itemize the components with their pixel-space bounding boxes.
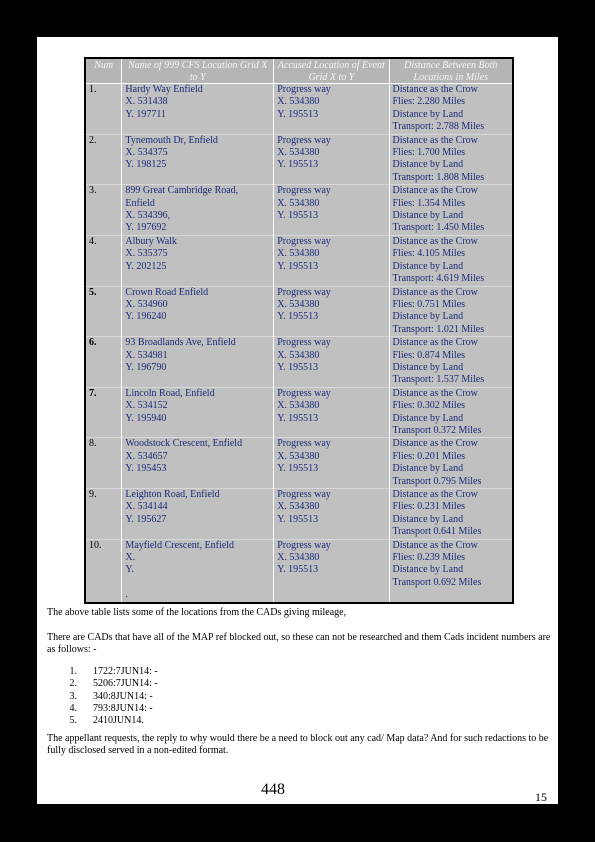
distance-cell-line: Distance by Land — [392, 412, 464, 424]
cfs-location-cell-line: Hardy Way Enfield — [125, 84, 203, 95]
distance-cell-line: Distance as the Crow — [392, 489, 478, 500]
cad-locations-table — [84, 57, 514, 604]
document-page — [37, 37, 558, 804]
table-row — [85, 489, 513, 540]
redacted-cad-list — [47, 666, 158, 727]
distance-cell-line: Flies: 0.302 Miles — [392, 400, 466, 412]
distance-cell-line: Distance by Land — [392, 361, 464, 373]
list-item — [47, 691, 158, 703]
cad-incident-number: 1722:7JUN14: - — [93, 666, 158, 677]
distance-cell-line: Transport: 4.619 Miles — [392, 273, 485, 285]
cfs-location-cell-line: X. 534375 — [125, 147, 168, 159]
cfs-location-cell-line: X. — [125, 552, 136, 564]
cfs-location-cell-line: 899 Great Cambridge Road, — [125, 185, 239, 197]
accused-location-cell-line: X. 534380 — [277, 96, 320, 108]
accused-location-cell-line: Progress way — [277, 84, 331, 95]
accused-location-cell — [274, 489, 389, 540]
distance-cell-line: Transport 0.795 Miles — [392, 475, 482, 487]
cfs-location-cell-line: Crown Road Enfield — [125, 286, 209, 298]
distance-cell-line: Flies: 1.354 Miles — [392, 197, 466, 209]
cfs-location-cell-line: X. 534152 — [125, 400, 168, 412]
table-row — [85, 185, 513, 236]
accused-location-cell-line: Y. 195513 — [277, 564, 319, 576]
cfs-location-cell-line: Tynemouth Dr, Enfield — [125, 134, 218, 146]
accused-location-cell-line: X. 534380 — [277, 298, 320, 310]
row-number: 1. — [85, 84, 122, 135]
header-cfs-location: Name of 999 CFS Location Grid X to Y — [122, 58, 274, 84]
accused-location-cell — [274, 84, 389, 135]
accused-location-cell-line: Y. 195513 — [277, 311, 319, 323]
accused-location-cell-line: Y. 195513 — [277, 159, 319, 171]
table-row — [85, 84, 513, 135]
row-number: 9. — [85, 489, 122, 540]
distance-cell-line: Distance by Land — [392, 260, 464, 272]
cfs-location-cell-line: X. 534981 — [125, 349, 168, 361]
accused-location-cell-line: Y. 195513 — [277, 210, 319, 222]
table-row — [85, 438, 513, 489]
accused-location-cell-line: Progress way — [277, 489, 331, 500]
list-item-number: 5. — [69, 715, 77, 727]
header-num: Num — [85, 58, 122, 84]
accused-location-cell-line: X. 534380 — [277, 450, 320, 462]
cfs-location-cell-line: Y. 196240 — [125, 311, 167, 323]
accused-location-cell-line: Progress way — [277, 337, 331, 349]
accused-location-cell-line: Y. 195513 — [277, 108, 319, 120]
distance-cell-line: Distance as the Crow — [392, 337, 478, 349]
row-number: 5. — [85, 286, 122, 337]
accused-location-cell-line: Progress way — [277, 235, 331, 247]
distance-cell-line: Distance by Land — [392, 159, 464, 171]
row-number: 6. — [85, 337, 122, 388]
accused-location-cell-line: Progress way — [277, 134, 331, 146]
row-number: 3. — [85, 185, 122, 236]
cfs-location-cell-line: Albury Walk — [125, 235, 177, 247]
table-row — [85, 387, 513, 438]
table-row — [85, 286, 513, 337]
accused-location-cell-line: Progress way — [277, 387, 331, 399]
list-item-number: 4. — [69, 702, 77, 714]
distance-cell-line: Flies: 0.201 Miles — [392, 450, 466, 462]
distance-cell-line: Distance by Land — [392, 108, 464, 120]
table-row — [85, 337, 513, 388]
distance-cell-line: Transport 0.372 Miles — [392, 424, 482, 436]
cfs-location-cell — [122, 489, 274, 540]
accused-location-cell — [274, 337, 389, 388]
cfs-location-cell — [122, 134, 274, 185]
cfs-location-cell-line: 93 Broadlands Ave, Enfield — [125, 337, 236, 349]
cfs-location-cell-line: Y. 195453 — [125, 463, 167, 475]
distance-cell-line: Flies: 2.280 Miles — [392, 96, 466, 108]
distance-cell-line: Distance by Land — [392, 210, 464, 222]
list-item-number: 3. — [69, 690, 77, 702]
cfs-location-cell-line: X. 531438 — [125, 96, 168, 108]
table-body — [85, 84, 513, 603]
distance-cell-line: Transport: 1.537 Miles — [392, 374, 485, 386]
distance-cell-line: Distance by Land — [392, 311, 464, 323]
accused-location-cell-line: Progress way — [277, 286, 331, 298]
distance-cell-line: Distance by Land — [392, 564, 464, 576]
paragraph-appellant-request: The appellant requests, the reply to why would there be a need to block out any cad/ Map data? And for such redactions to be fully disclosed served in a non-edited format. — [47, 733, 549, 757]
accused-location-cell-line: Y. 195513 — [277, 513, 319, 525]
row-number: 2. — [85, 134, 122, 185]
accused-location-cell — [274, 235, 389, 286]
cfs-location-cell-line: Y. — [125, 564, 134, 576]
distance-cell — [389, 489, 513, 540]
cfs-location-cell-line: X. 535375 — [125, 248, 168, 260]
distance-cell-line: Transport 0.692 Miles — [392, 576, 482, 588]
list-item — [47, 678, 158, 690]
accused-location-cell-line: X. 534380 — [277, 147, 320, 159]
accused-location-cell-line: Progress way — [277, 185, 331, 197]
cad-incident-number: 5206:7JUN14: - — [93, 678, 158, 690]
distance-cell-line: Flies: 0.751 Miles — [392, 298, 466, 310]
distance-cell-line: Distance as the Crow — [392, 539, 478, 551]
distance-cell-line: Distance by Land — [392, 463, 464, 475]
cfs-location-cell — [122, 84, 274, 135]
distance-cell — [389, 387, 513, 438]
accused-location-cell — [274, 539, 389, 603]
distance-cell-line: Flies: 4.105 Miles — [392, 248, 466, 260]
list-item — [47, 703, 158, 715]
distance-cell-line: Distance by Land — [392, 513, 464, 525]
row-number: 4. — [85, 235, 122, 286]
cfs-location-cell-line: Mayfield Crescent, Enfield — [125, 539, 234, 551]
cad-incident-number: 793:8JUN14: - — [93, 702, 153, 714]
distance-cell-line: Transport: 1.021 Miles — [392, 323, 485, 335]
list-item-number: 1. — [69, 666, 77, 677]
distance-cell-line: Distance as the Crow — [392, 84, 478, 95]
cfs-location-cell — [122, 438, 274, 489]
accused-location-cell — [274, 286, 389, 337]
cfs-location-cell — [122, 387, 274, 438]
row-number: 10. — [85, 539, 122, 603]
table-row — [85, 235, 513, 286]
cfs-location-cell — [122, 539, 274, 603]
cfs-location-cell-line: X. 534960 — [125, 298, 168, 310]
list-item-number: 2. — [69, 678, 77, 690]
distance-cell — [389, 185, 513, 236]
accused-location-cell — [274, 438, 389, 489]
row-number: 7. — [85, 387, 122, 438]
cfs-location-cell-line: Y. 196790 — [125, 361, 167, 373]
accused-location-cell-line: X. 534380 — [277, 349, 320, 361]
distance-cell — [389, 337, 513, 388]
distance-cell-line: Distance as the Crow — [392, 438, 478, 450]
cfs-location-cell-line: Leighton Road, Enfield — [125, 489, 220, 500]
cfs-location-cell-line: Y. 195627 — [125, 513, 167, 525]
distance-cell — [389, 438, 513, 489]
cfs-location-cell-line: Woodstock Crescent, Enfield — [125, 438, 243, 450]
cfs-location-cell-line — [125, 577, 271, 589]
header-distance: Distance Between Both Locations in Miles — [389, 58, 513, 84]
distance-cell-line: Flies: 0.239 Miles — [392, 552, 466, 564]
bates-number: 448 — [261, 781, 285, 798]
cfs-location-cell-line: X. 534657 — [125, 450, 168, 462]
accused-location-cell-line: Y. 195513 — [277, 463, 319, 475]
accused-location-cell — [274, 185, 389, 236]
distance-cell-line: Distance as the Crow — [392, 235, 478, 247]
cfs-location-cell-line: Lincoln Road, Enfield — [125, 387, 215, 399]
cfs-location-cell-line: Y. 197692 — [125, 222, 167, 234]
cfs-location-cell — [122, 235, 274, 286]
distance-cell-line: Transport: 1.808 Miles — [392, 171, 485, 183]
cfs-location-cell-line: X. 534396, — [125, 210, 171, 222]
page-number: 15 — [535, 790, 547, 804]
cfs-location-cell-line: X. 534144 — [125, 501, 168, 513]
list-item — [47, 715, 158, 727]
distance-cell — [389, 235, 513, 286]
accused-location-cell-line: Y. 195513 — [277, 260, 319, 272]
distance-cell — [389, 539, 513, 603]
accused-location-cell-line: Y. 195513 — [277, 412, 319, 424]
accused-location-cell-line: Progress way — [277, 438, 331, 450]
distance-cell — [389, 84, 513, 135]
distance-cell-line: Flies: 0.231 Miles — [392, 501, 466, 513]
accused-location-cell — [274, 387, 389, 438]
cfs-location-cell-line: Enfield — [125, 197, 155, 209]
distance-cell — [389, 134, 513, 185]
header-accused-location: Accused Location of Event Grid X to Y — [274, 58, 389, 84]
table-header-row — [85, 58, 513, 84]
accused-location-cell-line: Progress way — [277, 539, 331, 551]
distance-cell-line: Distance as the Crow — [392, 134, 478, 146]
distance-cell — [389, 286, 513, 337]
accused-location-cell-line: X. 534380 — [277, 552, 320, 564]
distance-cell-line: Distance as the Crow — [392, 185, 478, 197]
distance-cell-line: Distance as the Crow — [392, 286, 478, 298]
paragraph-table-summary: The above table lists some of the locations from the CADs giving mileage, — [47, 607, 347, 618]
accused-location-cell-line: X. 534380 — [277, 248, 320, 260]
paragraph-redacted-cads: There are CADs that have all of the MAP ref blocked out, so these can not be researched and them Cads incident numbers are as follows: - — [47, 632, 551, 656]
cfs-location-cell — [122, 337, 274, 388]
accused-location-cell-line: X. 534380 — [277, 501, 320, 513]
cad-incident-number: 340:8JUN14: - — [93, 690, 153, 702]
accused-location-cell-line: Y. 195513 — [277, 361, 319, 373]
table-row — [85, 134, 513, 185]
distance-cell-line: Flies: 0.874 Miles — [392, 349, 466, 361]
distance-cell-line: Distance as the Crow — [392, 387, 478, 399]
distance-cell-line: Transport 0.641 Miles — [392, 526, 482, 538]
accused-location-cell — [274, 134, 389, 185]
cfs-location-cell-line: Y. 202125 — [125, 260, 167, 272]
list-item — [47, 666, 158, 678]
cfs-location-cell-line: Y. 197711 — [125, 108, 166, 120]
row-number: 8. — [85, 438, 122, 489]
accused-location-cell-line: X. 534380 — [277, 400, 320, 412]
distance-cell-line: Transport: 2.788 Miles — [392, 121, 485, 133]
cfs-location-cell-line: Y. 195940 — [125, 412, 167, 424]
cfs-location-cell — [122, 286, 274, 337]
distance-cell-line: Transport: 1.450 Miles — [392, 222, 485, 234]
cfs-location-cell-line: . — [125, 589, 128, 601]
table-row — [85, 539, 513, 603]
cad-incident-number: 2410JUN14. — [93, 715, 144, 727]
distance-cell-line: Flies: 1.700 Miles — [392, 147, 466, 159]
cfs-location-cell-line: Y. 198125 — [125, 159, 167, 171]
cfs-location-cell — [122, 185, 274, 236]
accused-location-cell-line: X. 534380 — [277, 197, 320, 209]
